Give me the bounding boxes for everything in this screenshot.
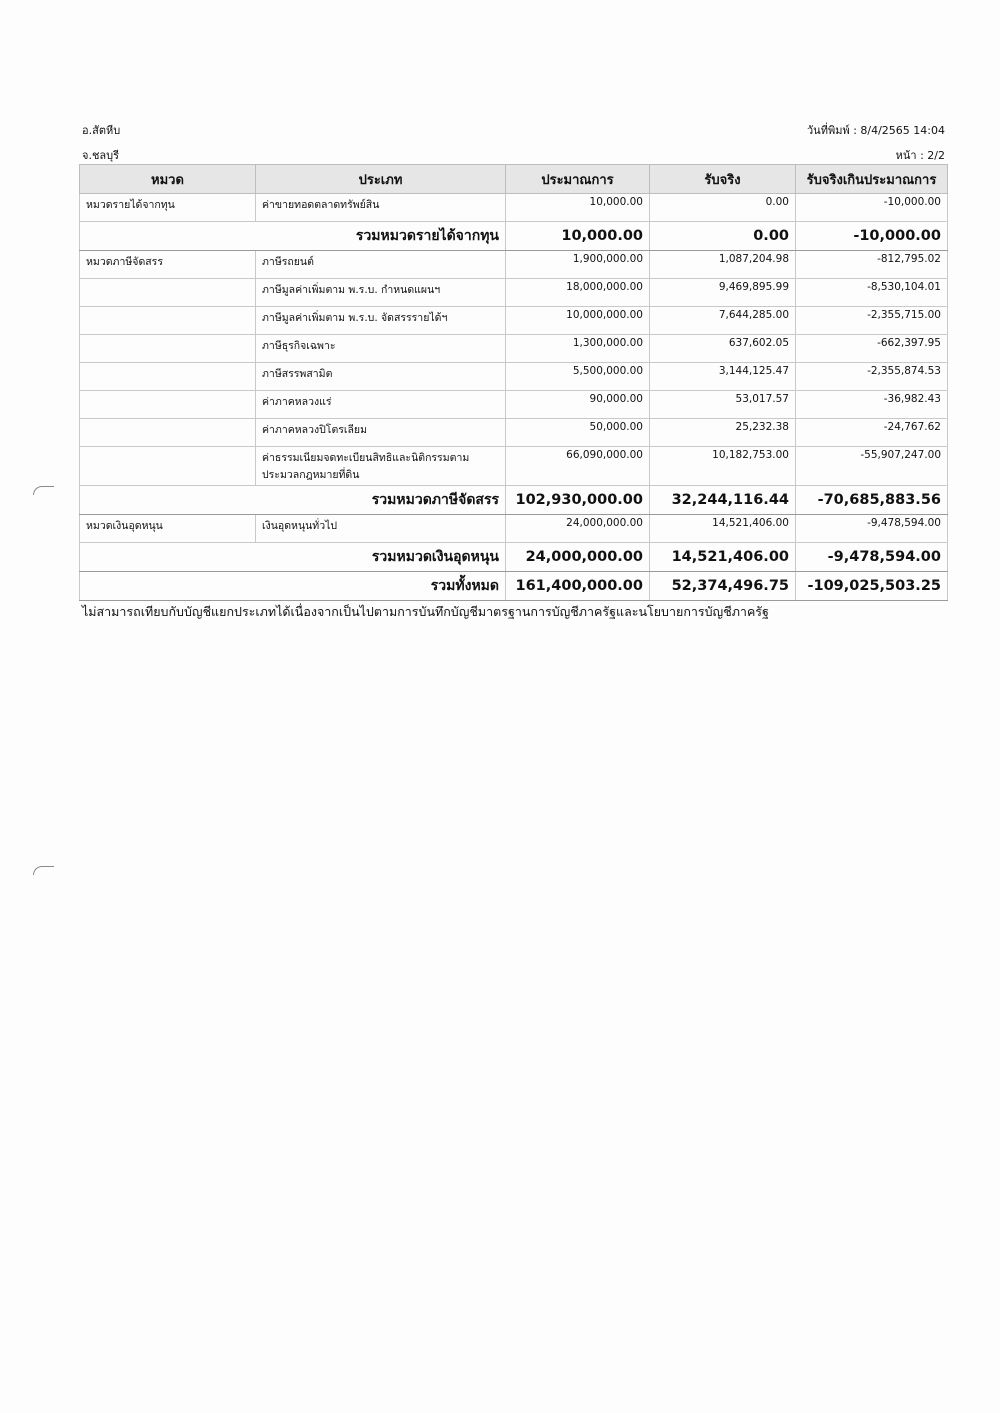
cell-budget: 50,000.00 <box>506 419 650 447</box>
header-left <box>82 118 120 168</box>
cell-diff: -55,907,247.00 <box>796 447 948 486</box>
subtotal-diff: -70,685,883.56 <box>796 486 948 515</box>
cell-diff: -812,795.02 <box>796 251 948 279</box>
subtotal-budget: 24,000,000.00 <box>506 543 650 572</box>
subtotal-label: รวมหมวดเงินอุดหนุน <box>80 543 506 572</box>
cell-diff: -10,000.00 <box>796 194 948 222</box>
subtotal-actual: 32,244,116.44 <box>650 486 796 515</box>
subtotal-budget: 102,930,000.00 <box>506 486 650 515</box>
cell-actual: 637,602.05 <box>650 335 796 363</box>
table-header-row <box>80 165 948 194</box>
revenue-table <box>79 164 948 601</box>
cell-diff: -8,530,104.01 <box>796 279 948 307</box>
cell-budget: 10,000.00 <box>506 194 650 222</box>
table-row <box>80 515 948 543</box>
cell-type: ภาษีธุรกิจเฉพาะ <box>256 335 506 363</box>
table-row <box>80 335 948 363</box>
cell-actual: 3,144,125.47 <box>650 363 796 391</box>
cell-budget: 1,900,000.00 <box>506 251 650 279</box>
cell-category: หมวดภาษีจัดสรร <box>80 251 256 279</box>
cell-actual: 1,087,204.98 <box>650 251 796 279</box>
cell-budget: 10,000,000.00 <box>506 307 650 335</box>
cell-type: ภาษีสรรพสามิต <box>256 363 506 391</box>
cell-diff: -24,767.62 <box>796 419 948 447</box>
cell-category <box>80 307 256 335</box>
cell-budget: 18,000,000.00 <box>506 279 650 307</box>
cell-diff: -2,355,874.53 <box>796 363 948 391</box>
cell-diff: -2,355,715.00 <box>796 307 948 335</box>
col-header-type: ประเภท <box>256 165 506 194</box>
subtotal-row <box>80 486 948 515</box>
table-row <box>80 194 948 222</box>
cell-category <box>80 363 256 391</box>
punch-hole-mark <box>33 866 54 875</box>
grand-total-diff: -109,025,503.25 <box>796 572 948 601</box>
header-right <box>807 118 945 168</box>
province-label: จ.ชลบุรี <box>82 149 120 162</box>
subtotal-actual: 0.00 <box>650 222 796 251</box>
cell-type: ภาษีมูลค่าเพิ่มตาม พ.ร.บ. กำหนดแผนฯ <box>256 279 506 307</box>
cell-category <box>80 419 256 447</box>
footnote: ไม่สามารถเทียบกับบัญชีแยกประเภทได้เนื่องจากเป็นไปตามการบันทึกบัญชีมาตรฐานการบัญชีภาครัฐและนโยบายการบัญชีภาครัฐ <box>82 604 769 619</box>
subtotal-row <box>80 543 948 572</box>
cell-diff: -662,397.95 <box>796 335 948 363</box>
cell-type: ค่าภาคหลวงปิโตรเลียม <box>256 419 506 447</box>
subtotal-label: รวมหมวดภาษีจัดสรร <box>80 486 506 515</box>
cell-budget: 24,000,000.00 <box>506 515 650 543</box>
cell-category <box>80 391 256 419</box>
print-date: วันที่พิมพ์ : 8/4/2565 14:04 <box>807 124 945 137</box>
subtotal-diff: -9,478,594.00 <box>796 543 948 572</box>
subtotal-row <box>80 222 948 251</box>
table-row <box>80 363 948 391</box>
district-label: อ.สัตหีบ <box>82 124 121 137</box>
cell-type: ภาษีรถยนต์ <box>256 251 506 279</box>
subtotal-label: รวมหมวดรายได้จากทุน <box>80 222 506 251</box>
table-row <box>80 447 948 486</box>
table-row <box>80 251 948 279</box>
col-header-category: หมวด <box>80 165 256 194</box>
cell-actual: 14,521,406.00 <box>650 515 796 543</box>
cell-type: ภาษีมูลค่าเพิ่มตาม พ.ร.บ. จัดสรรรายได้ฯ <box>256 307 506 335</box>
table-row <box>80 279 948 307</box>
cell-category: หมวดรายได้จากทุน <box>80 194 256 222</box>
grand-total-label: รวมทั้งหมด <box>80 572 506 601</box>
cell-actual: 10,182,753.00 <box>650 447 796 486</box>
col-header-diff: รับจริงเกินประมาณการ <box>796 165 948 194</box>
cell-budget: 90,000.00 <box>506 391 650 419</box>
table-row <box>80 391 948 419</box>
cell-diff: -36,982.43 <box>796 391 948 419</box>
cell-category: หมวดเงินอุดหนุน <box>80 515 256 543</box>
col-header-actual: รับจริง <box>650 165 796 194</box>
col-header-budget: ประมาณการ <box>506 165 650 194</box>
cell-diff: -9,478,594.00 <box>796 515 948 543</box>
cell-actual: 0.00 <box>650 194 796 222</box>
punch-hole-mark <box>33 486 54 495</box>
cell-category <box>80 335 256 363</box>
cell-category <box>80 447 256 486</box>
cell-actual: 7,644,285.00 <box>650 307 796 335</box>
table-row <box>80 307 948 335</box>
cell-category <box>80 279 256 307</box>
grand-total-budget: 161,400,000.00 <box>506 572 650 601</box>
cell-actual: 53,017.57 <box>650 391 796 419</box>
cell-budget: 66,090,000.00 <box>506 447 650 486</box>
subtotal-budget: 10,000.00 <box>506 222 650 251</box>
cell-actual: 25,232.38 <box>650 419 796 447</box>
cell-type: ค่าขายทอดตลาดทรัพย์สิน <box>256 194 506 222</box>
cell-type: เงินอุดหนุนทั่วไป <box>256 515 506 543</box>
table-row <box>80 419 948 447</box>
cell-budget: 1,300,000.00 <box>506 335 650 363</box>
cell-type: ค่าภาคหลวงแร่ <box>256 391 506 419</box>
cell-actual: 9,469,895.99 <box>650 279 796 307</box>
subtotal-diff: -10,000.00 <box>796 222 948 251</box>
cell-type: ค่าธรรมเนียมจดทะเบียนสิทธิและนิติกรรมตามประมวลกฎหมายที่ดิน <box>256 447 506 486</box>
grand-total-actual: 52,374,496.75 <box>650 572 796 601</box>
cell-budget: 5,500,000.00 <box>506 363 650 391</box>
subtotal-actual: 14,521,406.00 <box>650 543 796 572</box>
grand-total-row <box>80 572 948 601</box>
page-number: หน้า : 2/2 <box>895 149 945 162</box>
